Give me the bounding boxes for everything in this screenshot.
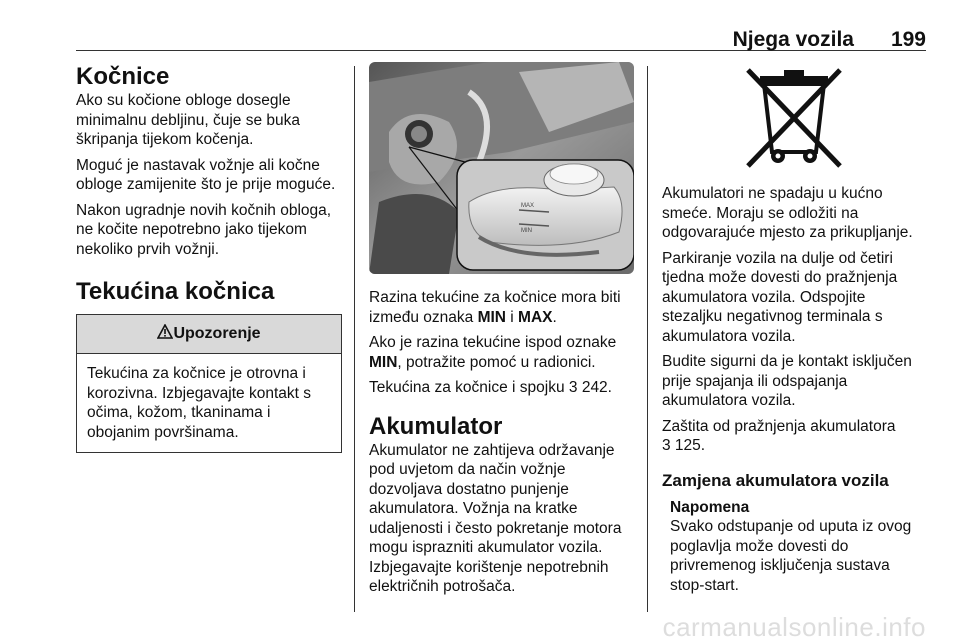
- paragraph: Ako su kočione obloge dosegle minimalnu debljinu, čuje se buka škripanja tijekom kočenja.: [76, 92, 301, 148]
- page-header: [76, 0, 926, 51]
- min-term: MIN: [477, 308, 506, 326]
- reservoir-max-label: MAX: [521, 203, 535, 209]
- section-heading-brake-fluid: Tekućina kočnica: [76, 278, 275, 305]
- section-heading-battery-replacement: Zamjena akumulatora vozila: [662, 470, 889, 490]
- paragraph: Moguć je nastavak vožnje ali kočne obloge zamijenite što je prije moguće.: [76, 156, 336, 193]
- warning-box: [76, 314, 342, 453]
- page-reference: 3 125.: [662, 437, 706, 454]
- paragraph: Zaštita od pražnjenja akumulatora 3 125.: [662, 417, 896, 454]
- column-divider: [647, 66, 648, 612]
- paragraph: Akumulatori ne spadaju u kućno smeće. Moraju se odložiti na odgovarajuće mjesto za prikupljanje.: [662, 185, 913, 241]
- watermark-text: carmanualsonline.info: [662, 612, 926, 642]
- reservoir-min-label: MIN: [521, 228, 532, 234]
- min-term: MIN: [369, 353, 398, 371]
- brake-fluid-reservoir-photo: [369, 62, 634, 274]
- warning-triangle-icon: [157, 324, 173, 339]
- paragraph: Budite sigurni da je kontakt isključen prije spajanja ili odspajanja akumulatora vozila.: [662, 353, 912, 409]
- section-heading-battery: Akumulator: [369, 412, 503, 440]
- column-middle: [369, 62, 634, 603]
- page-number: 199: [890, 28, 926, 51]
- page-reference: 3 242.: [568, 379, 612, 396]
- warning-title: Upozorenje: [173, 325, 261, 342]
- chapter-title: Njega vozila: [732, 28, 854, 51]
- paragraph: Nakon ugradnje novih kočnih obloga, ne kočite nepotrebno jako tijekom nekoliko prvih vožnji.: [76, 201, 332, 258]
- max-term: MAX: [518, 308, 553, 326]
- warning-header: [77, 315, 341, 354]
- column-divider: [354, 66, 355, 612]
- note-title: Napomena: [670, 498, 750, 516]
- paragraph: Akumulator ne zahtijeva održavanje pod uvjetom da način vožnje dozvoljava dostatno punjenje akumulatora. Vožnja na kratke udaljenosti i često pokretanje motora mogu isprazniti akumulator vozila. Izbjegavajte korištenje nepotrebnih električnih potrošača.: [369, 441, 622, 595]
- note-text: Svako odstupanje od uputa iz ovog poglavlja može dovesti do privremenog isključenja sustava stop-start.: [670, 518, 912, 594]
- engine-bay-image: [369, 62, 634, 274]
- paragraph: Razina tekućine za kočnice mora biti između oznaka MIN i MAX.: [369, 289, 621, 326]
- note-block: [670, 498, 926, 596]
- column-left: [76, 62, 342, 453]
- paragraph: Parkiranje vozila na dulje od četiri tjedna može dovesti do pražnjenja akumulatora vozila. Odspojite stezaljku negativnog terminala s akumulatora vozila.: [662, 249, 898, 345]
- crossed-out-wheelie-bin-icon: [742, 66, 846, 170]
- warning-text: Tekućina za kočnice je otrovna i korozivna. Izbjegavajte kontakt s očima, kožom, tkaninama i obojanim površinama.: [87, 365, 312, 441]
- paragraph: Tekućina za kočnice i spojku 3 242.: [369, 379, 612, 396]
- paragraph: Ako je razina tekućine ispod oznake MIN, potražite pomoć u radionici.: [369, 334, 617, 371]
- section-heading-brakes: Kočnice: [76, 63, 170, 90]
- column-right: [662, 62, 926, 601]
